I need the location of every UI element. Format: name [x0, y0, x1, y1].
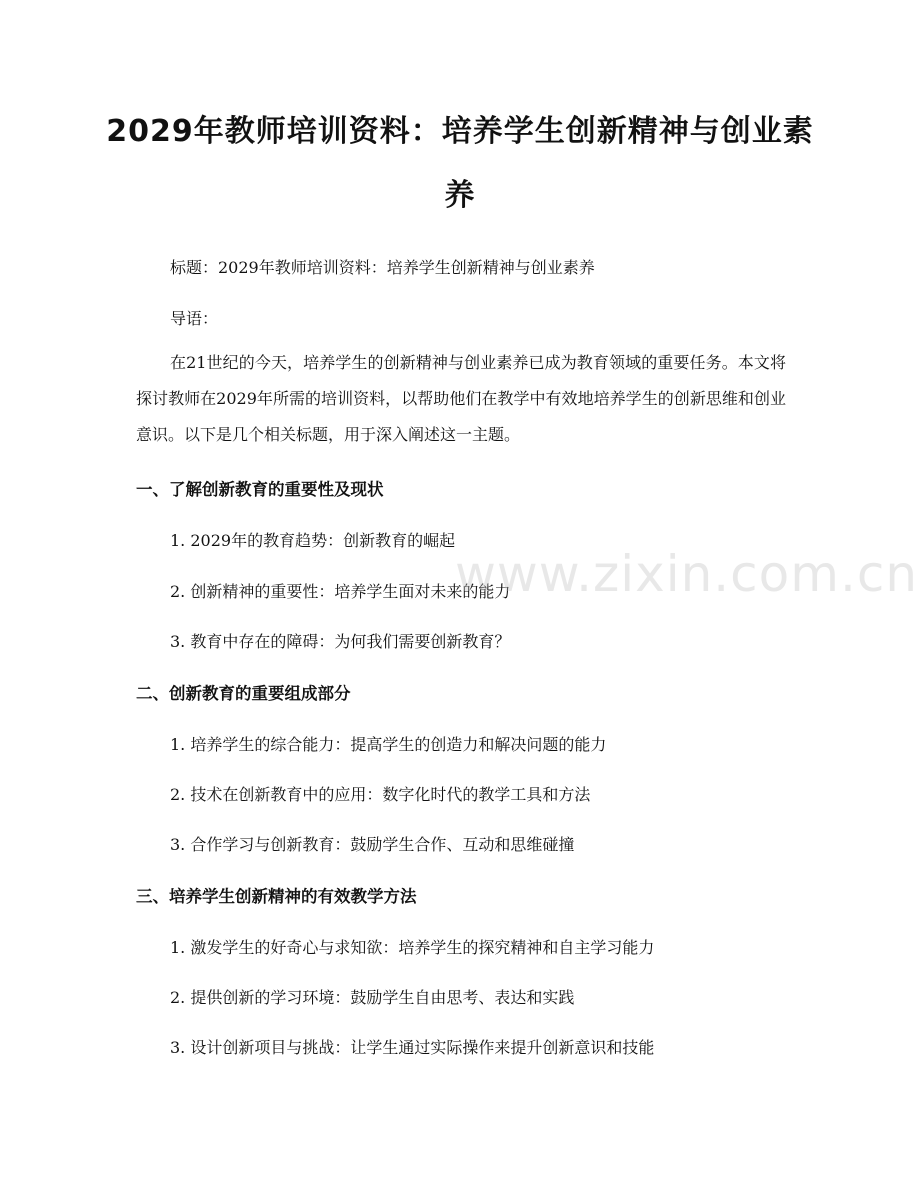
section-heading-1: 一、了解创新教育的重要性及现状 — [136, 480, 384, 499]
list-item: 2. 创新精神的重要性：培养学生面对未来的能力 — [170, 582, 511, 601]
list-item: 1. 2029年的教育趋势：创新教育的崛起 — [170, 531, 456, 550]
intro-label: 导语： — [170, 309, 219, 328]
section-heading-2: 二、创新教育的重要组成部分 — [136, 684, 351, 703]
section-heading-3: 三、培养学生创新精神的有效教学方法 — [136, 887, 417, 906]
watermark: www.zixin.com.cn — [455, 545, 919, 603]
list-item: 1. 激发学生的好奇心与求知欲：培养学生的探究精神和自主学习能力 — [170, 938, 655, 957]
list-item: 2. 提供创新的学习环境：鼓励学生自由思考、表达和实践 — [170, 988, 575, 1007]
list-item: 3. 合作学习与创新教育：鼓励学生合作、互动和思维碰撞 — [170, 835, 575, 854]
list-item: 2. 技术在创新教育中的应用：数字化时代的教学工具和方法 — [170, 785, 591, 804]
meta-title: 标题：2029年教师培训资料：培养学生创新精神与创业素养 — [170, 258, 595, 277]
intro-paragraph: 在21世纪的今天，培养学生的创新精神与创业素养已成为教育领域的重要任务。本文将探讨教师在2029年所需的培训资料，以帮助他们在教学中有效地培养学生的创新思维和创业意识。以下是几个相关标题，用于深入阐述这一主题。 — [136, 353, 786, 444]
document-title: 2029年教师培训资料：培养学生创新精神与创业素养 — [106, 114, 814, 213]
list-item: 3. 教育中存在的障碍：为何我们需要创新教育？ — [170, 632, 511, 651]
list-item: 3. 设计创新项目与挑战：让学生通过实际操作来提升创新意识和技能 — [170, 1038, 655, 1057]
list-item: 1. 培养学生的综合能力：提高学生的创造力和解决问题的能力 — [170, 735, 607, 754]
